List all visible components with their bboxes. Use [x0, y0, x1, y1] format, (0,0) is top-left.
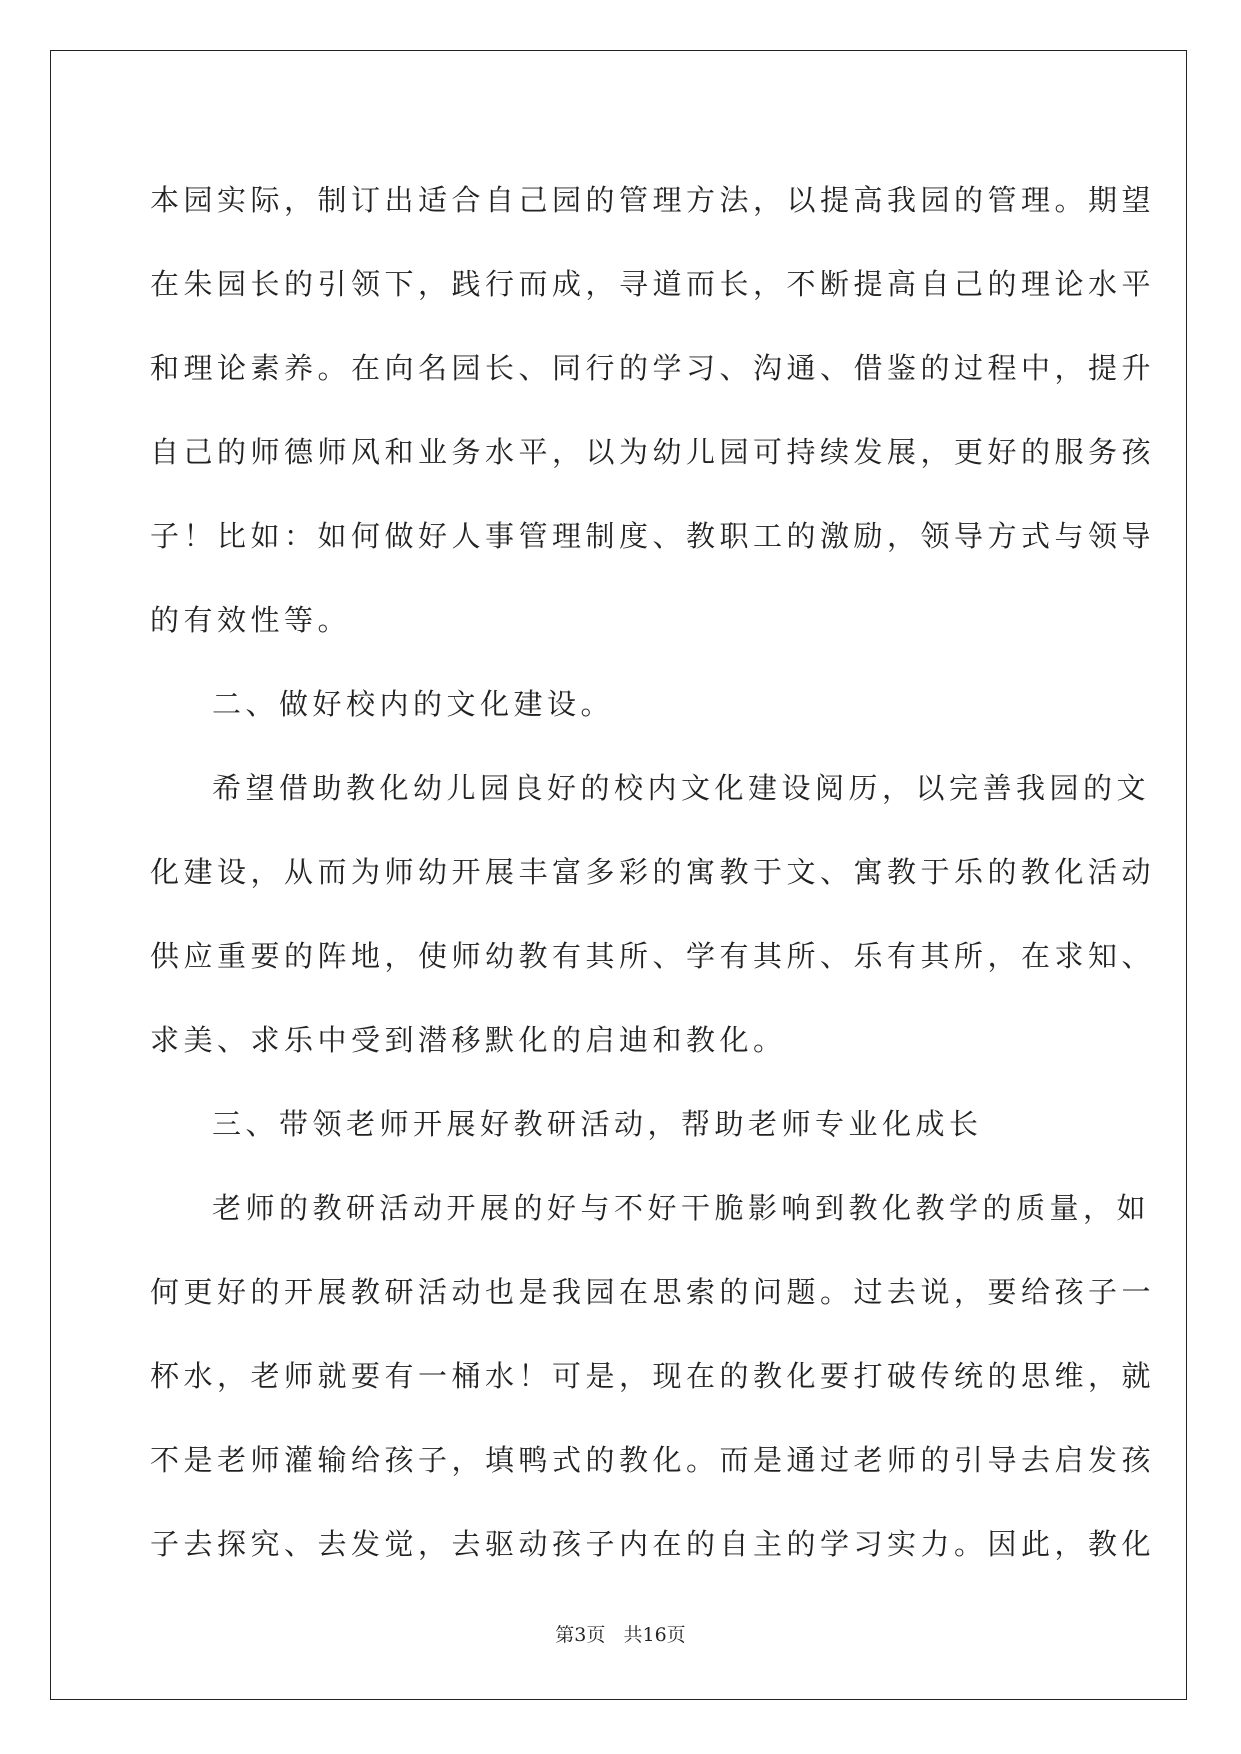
- text-line: 老师的教研活动开展的好与不好干脆影响到教化教学的质量，如: [212, 1191, 1151, 1225]
- text-line: 求美、求乐中受到潜移默化的启迪和教化。: [150, 1023, 787, 1057]
- section-heading: 三、带领老师开展好教研活动，帮助老师专业化成长: [212, 1107, 983, 1141]
- text-line: 子去探究、去发觉，去驱动孩子内在的自主的学习实力。因此，教化: [150, 1527, 1156, 1561]
- text-line: 化建设，从而为师幼开展丰富多彩的寓教于文、寓教于乐的教化活动: [150, 855, 1156, 889]
- text-line: 的有效性等。: [150, 603, 352, 637]
- text-line: 在朱园长的引领下，践行而成，寻道而长，不断提高自己的理论水平: [150, 267, 1156, 301]
- text-line: 供应重要的阵地，使师幼教有其所、学有其所、乐有其所，在求知、: [150, 939, 1156, 973]
- text-line: 自己的师德师风和业务水平，以为幼儿园可持续发展，更好的服务孩: [150, 435, 1156, 469]
- text-line: 希望借助教化幼儿园良好的校内文化建设阅历，以完善我园的文: [212, 771, 1151, 805]
- text-line: 杯水，老师就要有一桶水！可是，现在的教化要打破传统的思维，就: [150, 1359, 1156, 1393]
- text-line: 不是老师灌输给孩子，填鸭式的教化。而是通过老师的引导去启发孩: [150, 1443, 1156, 1477]
- text-line: 本园实际，制订出适合自己园的管理方法，以提高我园的管理。期望: [150, 183, 1156, 217]
- text-line: 和理论素养。在向名园长、同行的学习、沟通、借鉴的过程中，提升: [150, 351, 1156, 385]
- text-line: 子！比如：如何做好人事管理制度、教职工的激励，领导方式与领导: [150, 519, 1156, 553]
- section-heading: 二、做好校内的文化建设。: [212, 687, 615, 721]
- document-body: [150, 158, 1156, 1586]
- text-line: 何更好的开展教研活动也是我园在思索的问题。过去说，要给孩子一: [150, 1275, 1156, 1309]
- page-footer: 第3页 共16页: [555, 1624, 686, 1646]
